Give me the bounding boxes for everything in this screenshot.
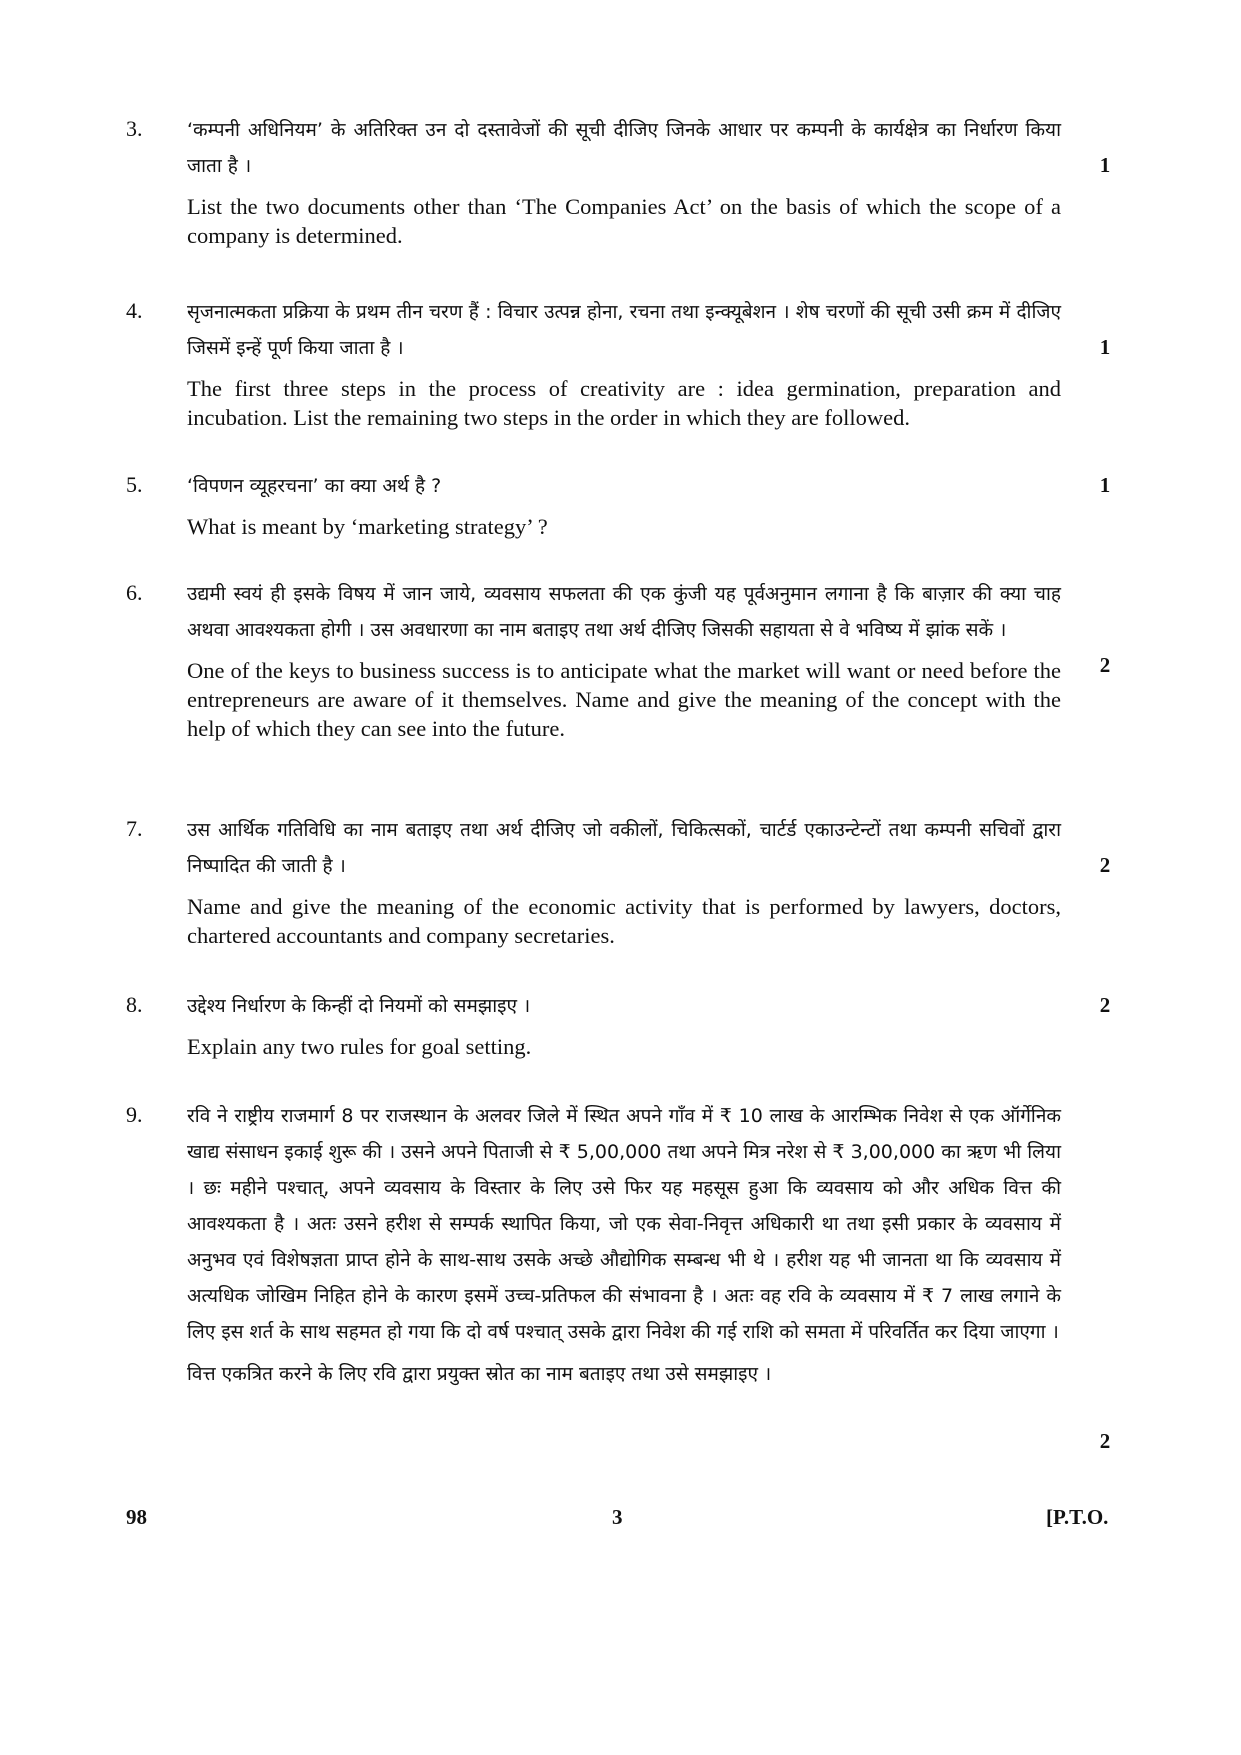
question-body [187, 812, 1061, 950]
marks: 2 [1099, 853, 1111, 877]
marks: 1 [1099, 473, 1111, 497]
question-body [187, 112, 1061, 250]
please-turn-over: [P.T.O. [1046, 1505, 1109, 1529]
question-text-hindi: उस आर्थिक गतिविधि का नाम बताइए तथा अर्थ दीजिए जो वकीलों, चिकित्सकों, चार्टर्ड एकाउन्टेन्टों तथा कम्पनी सचिवों द्वारा निष्पादित की जाती है । [187, 819, 1061, 877]
marks: 1 [1099, 335, 1111, 359]
question-number: 4. [126, 298, 143, 323]
marks: 2 [1099, 653, 1111, 677]
question-text-english: List the two documents other than ‘The Companies Act’ on the basis of which the scope of a company is determined. [187, 194, 1061, 248]
question-text-hindi: उद्यमी स्वयं ही इसके विषय में जान जाये, व्यवसाय सफलता की एक कुंजी यह पूर्वअनुमान लगाना है कि बाज़ार की क्या चाह अथवा आवश्यकता होगी । उस अवधारणा का नाम बताइए तथा अर्थ दीजिए जिसकी सहायता से वे भविष्य में झांक सकें । [187, 583, 1061, 641]
paper-code: 98 [126, 1505, 147, 1529]
question-text-hindi: सृजनात्मकता प्रक्रिया के प्रथम तीन चरण हैं : विचार उत्पन्न होना, रचना तथा इन्क्यूबेशन । शेष चरणों की सूची उसी क्रम में दीजिए जिसमें इन्हें पूर्ण किया जाता है । [187, 301, 1061, 359]
question-number: 8. [126, 992, 143, 1017]
marks: 2 [1099, 1429, 1111, 1453]
question-number: 5. [126, 472, 143, 497]
question-text-english: Explain any two rules for goal setting. [187, 1034, 532, 1059]
question-text-hindi: ‘कम्पनी अधिनियम’ के अतिरिक्त उन दो दस्तावेजों की सूची दीजिए जिनके आधार पर कम्पनी के कार्यक्षेत्र का निर्धारण किया जाता है । [187, 119, 1061, 177]
question-text-hindi: रवि ने राष्ट्रीय राजमार्ग 8 पर राजस्थान के अलवर जिले में स्थित अपने गाँव में ₹ 10 लाख के आरम्भिक निवेश से एक ऑर्गेनिक खाद्य संसाधन इकाई शुरू की । उसने अपने पिताजी से ₹ 5,00,000 तथा अपने मित्र नरेश से ₹ 3,00,000 का ऋण भी लिया । छः महीने पश्चात्, अपने व्यवसाय के विस्तार के लिए उसे फिर यह महसूस हुआ कि व्यवसाय को और अधिक वित्त की आवश्यकता है । अतः उसने हरीश से सम्पर्क स्थापित किया, जो एक सेवा-निवृत्त अधिकारी था तथा इसी प्रकार के व्यवसाय में अनुभव एवं विशेषज्ञता प्राप्त होने के साथ-साथ उसके अच्छे औद्योगिक सम्बन्ध भी थे । हरीश यह भी जानता था कि व्यवसाय में अत्यधिक जोखिम निहित होने के कारण इसमें उच्च-प्रतिफल की संभावना है । अतः वह रवि के व्यवसाय में ₹ 7 लाख लगाने के लिए इस शर्त के साथ सहमत हो गया कि दो वर्ष पश्चात् उसके द्वारा निवेश की गई राशि को समता में परिवर्तित कर दिया जाएगा । [187, 1105, 1061, 1343]
question-body [187, 294, 1061, 432]
question-text-english: One of the keys to business success is to anticipate what the market will want or need before the entrepreneurs are aware of it themselves. Name and give the meaning of the concept with the help of which they can see into the future. [187, 658, 1061, 741]
question-text-english: What is meant by ‘marketing strategy’ ? [187, 514, 548, 539]
question-prompt-hindi: वित्त एकत्रित करने के लिए रवि द्वारा प्रयुक्त स्रोत का नाम बताइए तथा उसे समझाइए । [187, 1363, 772, 1385]
question-body [187, 468, 1061, 541]
question-number: 6. [126, 580, 143, 605]
marks: 1 [1099, 153, 1111, 177]
question-number: 3. [126, 116, 143, 141]
question-number: 9. [126, 1102, 143, 1127]
question-text-hindi: ‘विपणन व्यूहरचना’ का क्या अर्थ है ? [187, 475, 442, 497]
question-body [187, 988, 1061, 1061]
question-number: 7. [126, 816, 143, 841]
question-text-english: Name and give the meaning of the economic activity that is performed by lawyers, doctors, chartered accountants and company secretaries. [187, 894, 1061, 948]
question-body [187, 1098, 1061, 1392]
question-body [187, 576, 1061, 743]
page-number: 3 [612, 1505, 623, 1529]
marks: 2 [1099, 993, 1111, 1017]
question-text-english: The first three steps in the process of creativity are : idea germination, preparation and incubation. List the remaining two steps in the order in which they are followed. [187, 376, 1061, 430]
question-text-hindi: उद्देश्य निर्धारण के किन्हीं दो नियमों को समझाइए । [187, 995, 531, 1017]
